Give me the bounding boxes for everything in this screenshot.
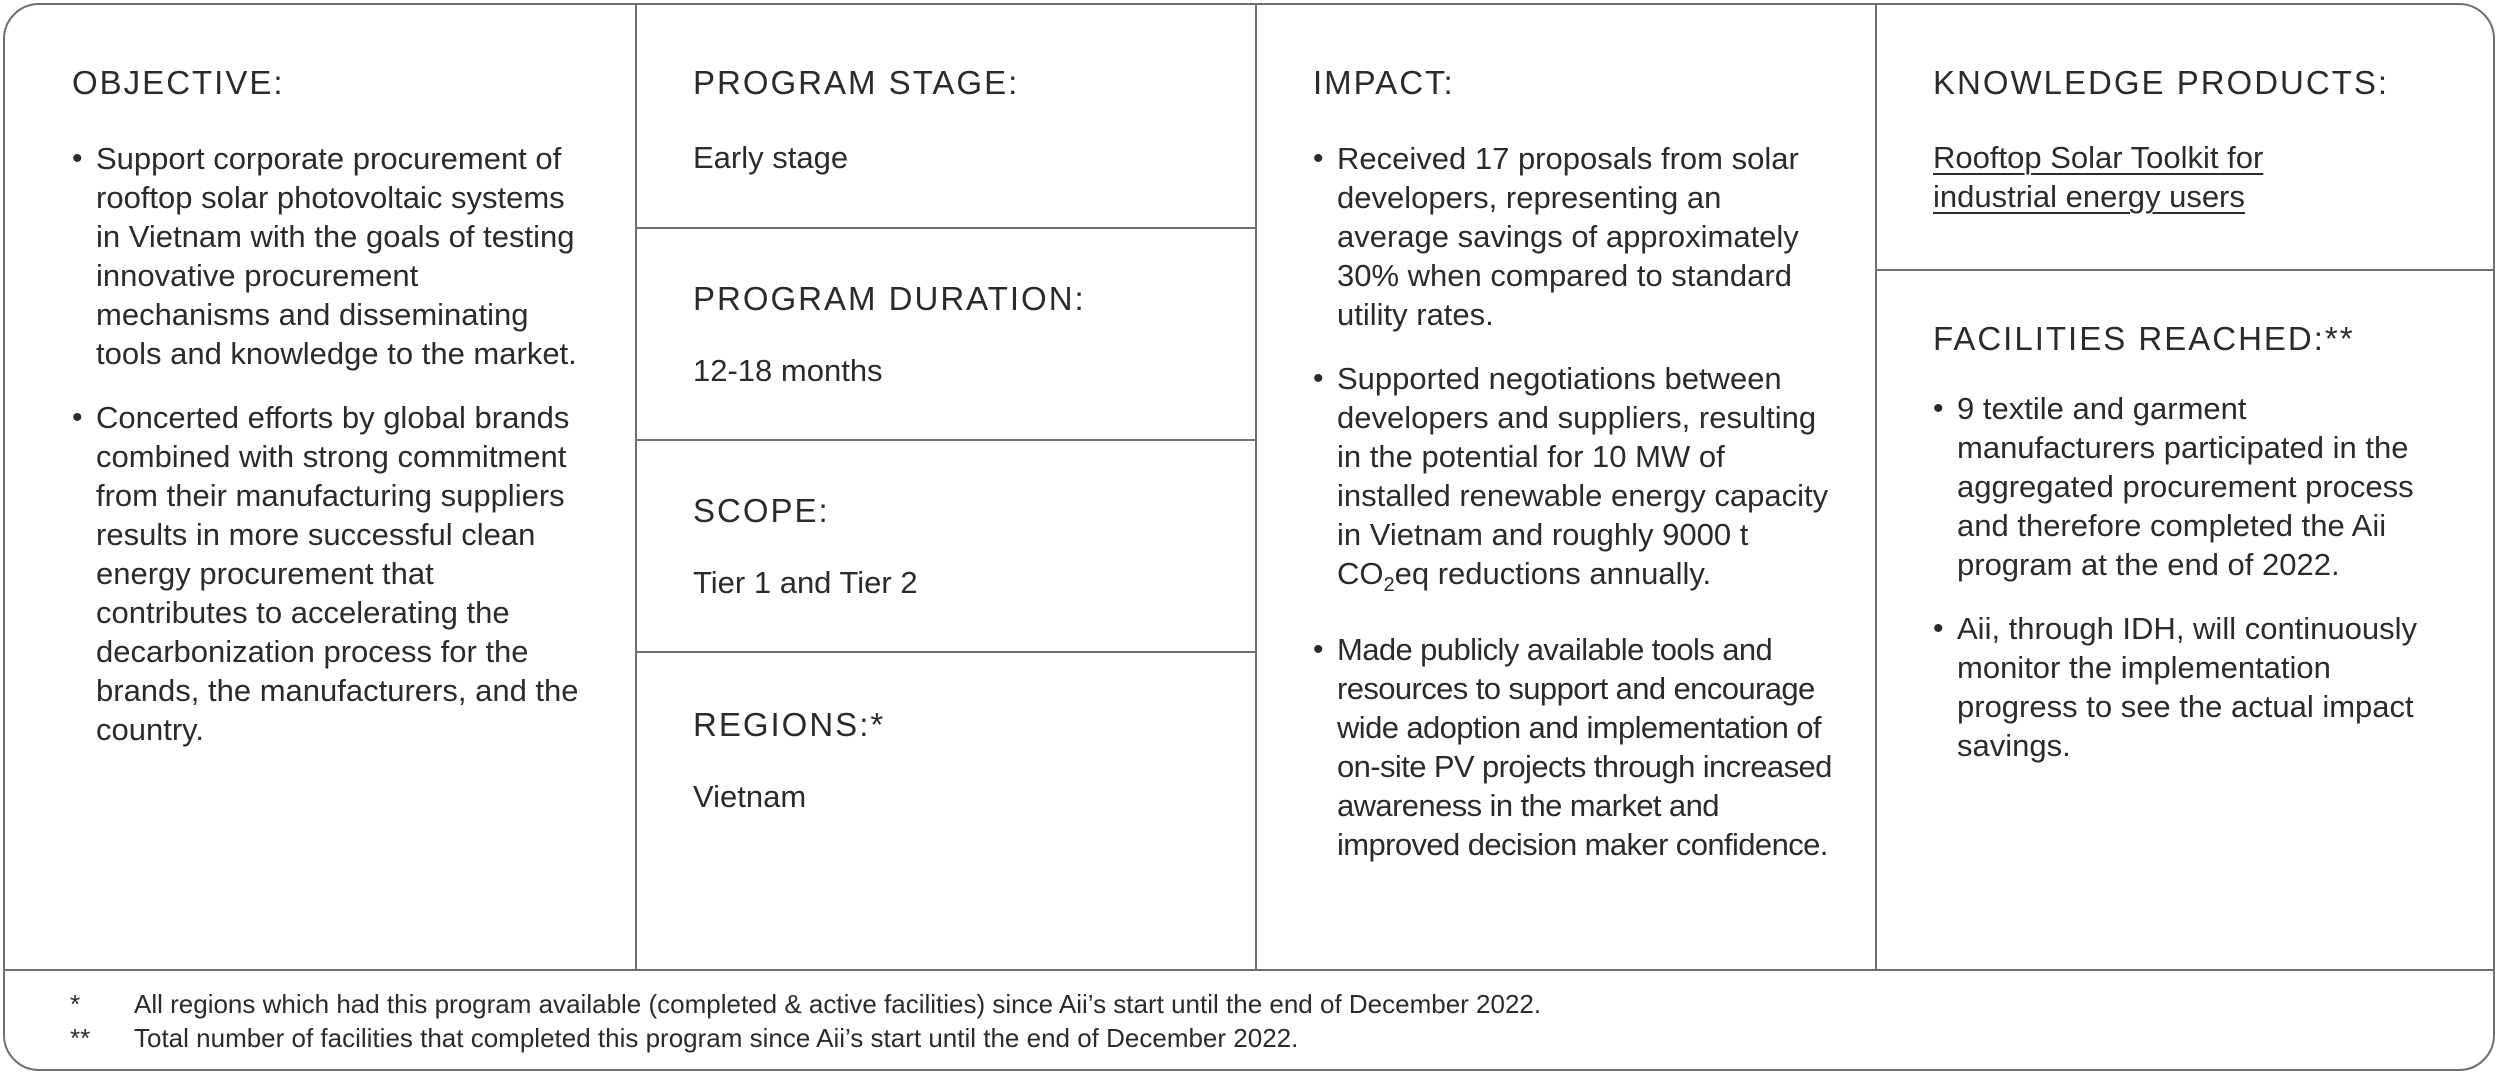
footnote-row [5, 1021, 2493, 1055]
footnote-row [5, 987, 2493, 1021]
knowledge-products-heading: KNOWLEDGE PRODUCTS: [1933, 64, 2390, 101]
program-duration-cell [637, 229, 1255, 439]
scope-cell [637, 441, 1255, 651]
footnote-mark: ** [70, 1023, 91, 1053]
program-duration-value: 12-18 months [693, 353, 883, 388]
facilities-reached-heading: FACILITIES REACHED:** [1933, 320, 2355, 357]
list-item: • 9 textile and garment manufacturers participated in the aggregated procurement process and therefore completed the Aii program at the end of 2022. [1933, 391, 2414, 582]
bullet-icon: • [1313, 362, 1324, 395]
bullet-icon: • [1313, 633, 1323, 667]
list-item: • Supported negotiations between developers and suppliers, resulting in the potential for 10 MW of installed renewable energy capacity in Vietnam and roughly 9000 t $CO_2eq$ reductions annually. [1313, 361, 1829, 597]
list-item: • Support corporate procurement of rooftop solar photovoltaic systems in Vietnam with the goals of testing innovative procurement mechanisms and disseminating tools and knowledge to the market. [72, 141, 577, 371]
bullet-icon: • [72, 401, 83, 434]
list-item: • Aii, through IDH, will continuously monitor the implementation progress to see the actual impact savings. [1933, 611, 2418, 763]
bullet-icon: • [1933, 612, 1944, 645]
footnotes [5, 971, 2493, 1071]
bullet-icon: • [1313, 142, 1324, 175]
list-item: • Concerted efforts by global brands combined with strong commitment from their manufacturing suppliers results in more successful clean energy procurement that contributes to accelerating the decarbonization process for the brands, the manufacturers, and the country. [72, 400, 579, 747]
rooftop-solar-toolkit-link[interactable]: Rooftop Solar Toolkit for industrial energy users [1933, 140, 2264, 214]
scope-heading: SCOPE: [693, 492, 830, 529]
objective-heading: OBJECTIVE: [72, 64, 285, 101]
regions-cell [637, 653, 1255, 969]
footnote-text: Total number of facilities that completed this program since Aii’s start until the end of December 2022. [134, 1023, 1299, 1053]
bullet-icon: • [72, 142, 83, 175]
facilities-list [1933, 389, 2433, 790]
program-summary-card [3, 3, 2495, 1071]
footnote-mark: * [70, 989, 81, 1019]
summary-grid [5, 5, 2493, 971]
regions-value: Vietnam [693, 779, 807, 814]
impact-column [1257, 5, 1875, 969]
program-stage-value: Early stage [693, 140, 849, 175]
scope-value: Tier 1 and Tier 2 [693, 565, 918, 600]
facilities-reached-cell [1877, 271, 2493, 969]
program-duration-heading: PROGRAM DURATION: [693, 280, 1086, 317]
program-stage-heading: PROGRAM STAGE: [693, 64, 1020, 101]
impact-heading: IMPACT: [1313, 64, 1455, 101]
knowledge-column [1877, 5, 2493, 969]
program-details-column [637, 5, 1255, 969]
knowledge-products-cell [1877, 5, 2493, 269]
program-stage-cell [637, 5, 1255, 227]
subscript-two: 2 [1383, 574, 1395, 597]
objective-list [72, 139, 592, 774]
footnote-text: All regions which had this program available (completed & active facilities) since Aii’s start until the end of December 2022. [134, 989, 1542, 1019]
list-item: • Received 17 proposals from solar developers, representing an average savings of approximately 30% when compared to standard utility rates. [1313, 141, 1799, 332]
list-item: • Made publicly available tools and resources to support and encourage wide adoption and implementation of on-site PV projects through increased awareness in the market and improved decision maker confidence. [1313, 632, 1832, 863]
bullet-icon: • [1933, 392, 1944, 425]
impact-list [1313, 139, 1838, 889]
objective-column [5, 5, 635, 969]
regions-heading: REGIONS:* [693, 706, 886, 743]
